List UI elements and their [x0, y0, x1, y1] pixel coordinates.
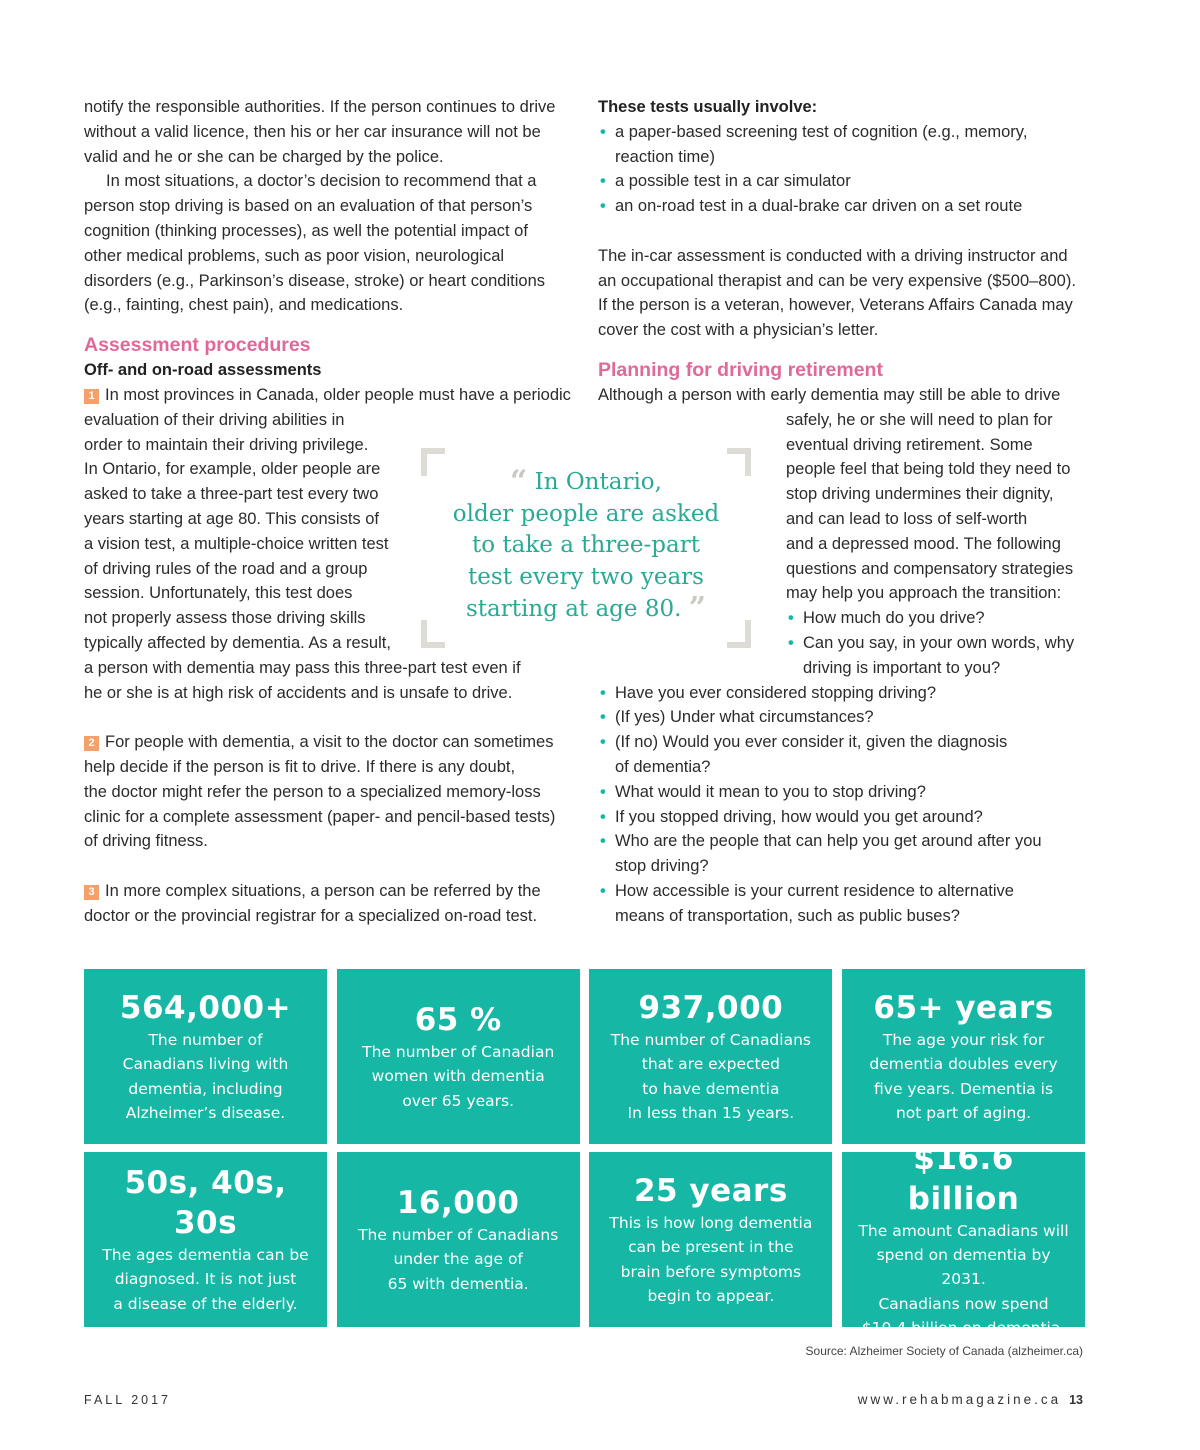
stat-card: [84, 969, 327, 1144]
source-credit: Source: Alzheimer Society of Canada (alzheimer.ca): [805, 1344, 1083, 1358]
planning-narrow-block: safely, he or she will need to plan for eventual driving retirement. Some people feel that being told they need to stop driving undermines their dignity, and can lead to loss of self-worth and a depressed mood. The following questions and compensatory strategies may help you approach the transition: • How much do you drive? • Can you say, in your own words, why driving is important to you?: [598, 408, 1088, 681]
stat-card: [842, 1141, 1085, 1337]
page-number: 13: [1069, 1393, 1083, 1407]
list-item: • (If no) Would you ever consider it, given the diagnosis of dementia?: [598, 730, 1088, 780]
doctor-decision-paragraph: In most situations, a doctor’s decision to recommend that a person stop driving is based on an evaluation of that person’s cognition (thinking processes), as well the potential impact of other medical problems, such as poor vision, neurological disorders (e.g., Parkinson’s disease, stroke) or heart conditions (e.g., fainting, chest pain), and medications.: [84, 172, 546, 315]
issue-label: FALL 2017: [84, 1393, 172, 1407]
stat-value: 564,000+: [119, 990, 292, 1027]
planning-heading: Planning for driving retirement: [598, 358, 883, 381]
stat-card: [337, 969, 580, 1144]
assessment-item-2: 2 For people with dementia, a visit to the doctor can sometimes help decide if the person is fit to drive. If there is any doubt, the doctor might refer the person to a specialized memory-loss clinic for a complete assessment (paper- and pencil-based tests) of driving fitness.: [84, 733, 556, 851]
stat-description: The age your risk for dementia doubles every five years. Dementia is not part of aging.: [869, 1031, 1058, 1122]
questions-list-narrow: [786, 606, 1088, 680]
list-item: • Can you say, in your own words, why driving is important to you?: [786, 631, 1088, 681]
stat-description: The number of Canadians under the age of 65 with dementia.: [358, 1226, 559, 1293]
stat-value: 16,000: [396, 1185, 520, 1222]
stat-value: 65 %: [414, 1002, 502, 1039]
tests-heading: These tests usually involve:: [598, 98, 818, 116]
list-item: • What would it mean to you to stop driving?: [598, 780, 1088, 805]
number-badge-3: 3: [84, 885, 99, 900]
number-badge-1: 1: [84, 389, 99, 404]
list-item: • How accessible is your current residence to alternative means of transportation, such as public buses?: [598, 879, 1088, 929]
planning-paragraph: Although a person with early dementia may still be able to drive: [598, 385, 1061, 404]
pull-quote-text: “ In Ontario, older people are asked to take a three-part test every two years starting at age 80. ”: [452, 464, 720, 626]
list-item: • a possible test in a car simulator: [598, 169, 1088, 194]
stat-value: 65+ years: [873, 990, 1054, 1027]
list-item: • (If yes) Under what circumstances?: [598, 705, 1088, 730]
stat-description: This is how long dementia can be present in the brain before symptoms begin to appear.: [609, 1214, 813, 1305]
stat-description: The amount Canadians will spend on dementia by 2031. Canadians now spend $10.4 billion on dementia.: [858, 1222, 1069, 1337]
stat-description: The ages dementia can be diagnosed. It is not just a disease of the elderly.: [102, 1246, 309, 1313]
tests-list: [598, 120, 1088, 219]
list-item: • an on-road test in a dual-brake car driven on a set route: [598, 194, 1088, 219]
assessment-heading: Assessment procedures: [84, 334, 311, 357]
stat-description: The number of Canadian women with dementia over 65 years.: [362, 1043, 555, 1110]
stat-value: $16.6 billion: [907, 1141, 1020, 1217]
assessment-item-1: 1 In most provinces in Canada, older people must have a periodic evaluation of their driving abilities in order to maintain their driving privilege. In Ontario, for example, older people are asked to take a three-part test every two years starting at age 80. This consists of a vision test, a multiple-choice written test of driving rules of the road and a group session. Unfortunately, this test does not properly assess those driving skills typically affected by dementia. As a result, a person with dementia may pass this three-part test even if he or she is at high risk of accidents and is unsafe to drive.: [84, 385, 571, 702]
incar-paragraph: The in-car assessment is conducted with a driving instructor and an occupational therapist and can be very expensive ($500–800). If the person is a veteran, however, Veterans Affairs Canada may cover the cost with a physician’s letter.: [598, 246, 1076, 340]
stat-value: 25 years: [633, 1173, 788, 1210]
footer-right: [858, 1388, 1083, 1413]
close-quote-icon: ”: [688, 591, 706, 626]
stat-card: [589, 969, 832, 1144]
number-badge-2: 2: [84, 736, 99, 751]
list-item: • a paper-based screening test of cognition (e.g., memory, reaction time): [598, 120, 1088, 170]
list-item: • If you stopped driving, how would you get around?: [598, 805, 1088, 830]
stat-description: The number of Canadians living with dementia, including Alzheimer’s disease.: [122, 1031, 289, 1122]
stat-card: [84, 1152, 327, 1327]
stat-value: 50s, 40s, 30s: [124, 1165, 287, 1242]
open-quote-icon: “: [510, 464, 528, 499]
list-item: • How much do you drive?: [786, 606, 1088, 631]
website-link[interactable]: www.rehabmagazine.ca: [857, 1392, 1062, 1407]
stat-value: 937,000: [638, 990, 784, 1027]
assessment-item-3: 3 In more complex situations, a person can be referred by the doctor or the provincial registrar for a specialized on-road test.: [84, 881, 541, 925]
questions-list: [598, 681, 1088, 929]
assessment-subheading: Off- and on-road assessments: [84, 361, 322, 380]
stat-card: [337, 1152, 580, 1327]
stat-card: [842, 969, 1085, 1144]
pull-quote: [421, 448, 751, 648]
stat-card: [589, 1152, 832, 1327]
list-item: • Who are the people that can help you get around after you stop driving?: [598, 829, 1088, 879]
stat-description: The number of Canadians that are expected to have dementia In less than 15 years.: [610, 1031, 811, 1122]
list-item: • Have you ever considered stopping driving?: [598, 681, 1088, 706]
stats-grid: [84, 969, 1083, 1337]
intro-paragraph: notify the responsible authorities. If the person continues to drive without a valid licence, then his or her car insurance will not be valid and he or she can be charged by the police.: [84, 98, 556, 166]
